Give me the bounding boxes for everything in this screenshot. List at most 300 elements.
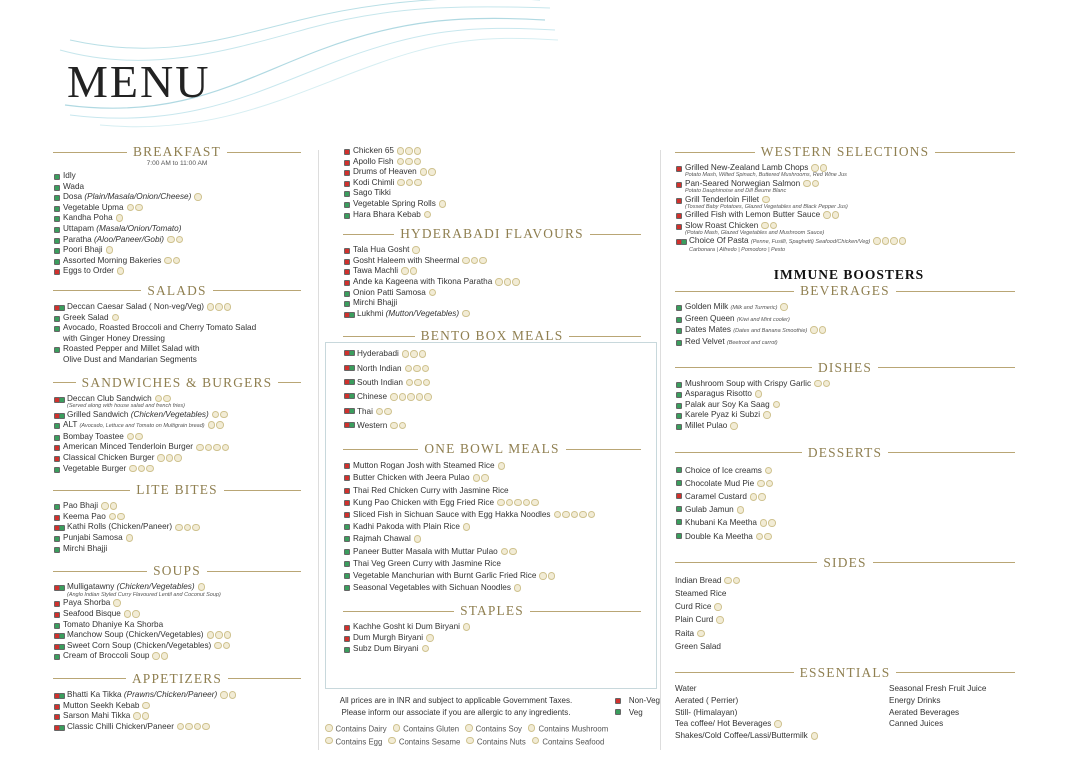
allergen-legend-item xyxy=(393,724,459,734)
allergen-icon xyxy=(774,720,782,728)
veg-icon xyxy=(349,408,355,414)
allergen-icons xyxy=(208,420,225,431)
allergen-icon xyxy=(473,474,481,482)
allergen-icon xyxy=(410,350,418,358)
veg-icon xyxy=(676,424,682,430)
allergen-icons xyxy=(405,362,431,376)
allergen-icons xyxy=(129,464,155,475)
allergen-icons xyxy=(175,522,201,533)
allergen-icon xyxy=(135,204,143,212)
column-2 xyxy=(343,146,641,654)
veg-icon xyxy=(344,585,350,591)
allergen-icons xyxy=(501,546,518,558)
allergen-icon xyxy=(757,480,765,488)
veg-icon xyxy=(59,633,65,639)
veg-icon xyxy=(54,547,60,553)
allergen-icon xyxy=(384,408,392,416)
veg-icon xyxy=(344,549,350,555)
soups-item xyxy=(53,609,301,620)
veg-icon xyxy=(54,347,60,353)
allergen-icon xyxy=(814,380,822,388)
staples-item xyxy=(343,644,641,655)
western-item-name: Grilled Fish with Lemon Butter Sauce xyxy=(685,210,821,220)
allergen-icons xyxy=(495,277,521,288)
sandwiches-item-detail: (Avocado, Lettuce and Tomato on Multigrain bread) xyxy=(79,423,205,430)
dishes-item xyxy=(675,410,1015,421)
bento-item xyxy=(343,390,641,404)
allergen-icon xyxy=(514,584,522,592)
essentials-item xyxy=(889,731,1009,742)
sandwiches-title: SANDWICHES & BURGERS xyxy=(81,374,273,390)
allergen-icons xyxy=(152,651,169,662)
bento-item-name: North Indian xyxy=(357,363,402,373)
breakfast-item-name: Vegetable Upma xyxy=(63,202,124,212)
allergen-icons xyxy=(463,521,472,533)
allergen-icons xyxy=(133,711,150,722)
dishes-item-name: Mushroom Soup with Crispy Garlic xyxy=(685,378,812,388)
bento-item xyxy=(343,362,641,376)
appetizers-item xyxy=(53,701,301,712)
nonveg-icon xyxy=(344,248,350,254)
breakfast-item-name: Dosa xyxy=(63,192,85,202)
allergen-icon xyxy=(422,645,430,653)
veg-icon xyxy=(54,326,60,332)
onebowl-item-name: Paneer Butter Masala with Muttar Pulao xyxy=(353,546,498,556)
allergen-icon xyxy=(207,303,215,311)
allergen-icon xyxy=(167,236,175,244)
allergen-icon xyxy=(214,642,222,650)
section-salads xyxy=(53,283,301,366)
veg-legend: Veg xyxy=(628,707,643,717)
soups-item-variant: (Chicken/Vegetables) xyxy=(116,582,195,592)
sandwiches-item-name: Grilled Sandwich xyxy=(67,409,131,419)
sides-item xyxy=(675,600,1015,613)
allergen-icon xyxy=(465,724,473,732)
allergen-icon xyxy=(899,237,907,245)
hyderabadi-item xyxy=(343,288,641,299)
breakfast-item-name: Paratha xyxy=(63,234,94,244)
allergen-icon xyxy=(127,204,135,212)
essentials-item: Canned Juices xyxy=(889,719,944,729)
appetizers-item xyxy=(53,722,301,733)
breakfast-item xyxy=(53,213,301,224)
western-title: WESTERN SELECTIONS xyxy=(760,144,930,159)
sides-list xyxy=(675,574,1015,653)
sides-item-name: Indian Bread xyxy=(675,575,722,585)
allergen-icon xyxy=(393,724,401,732)
sandwiches-item-variant: (Chicken/Vegetables) xyxy=(130,409,209,419)
salads-list xyxy=(53,302,301,366)
sides-item-name: Plain Curd xyxy=(675,615,714,625)
allergen-icon xyxy=(406,179,414,187)
section-beverages xyxy=(675,283,1015,348)
lite-item xyxy=(53,501,301,512)
allergen-icons xyxy=(422,644,431,655)
allergen-icons xyxy=(220,690,237,701)
essentials-item: Energy Drinks xyxy=(889,695,941,705)
western-item xyxy=(675,195,1015,211)
allergen-icon xyxy=(220,691,228,699)
allergen-icon xyxy=(410,267,418,275)
allergen-legend-item xyxy=(325,737,382,747)
desserts-item-name: Khubani Ka Meetha xyxy=(685,518,757,528)
sandwiches-item xyxy=(53,420,301,432)
nonveg-icon xyxy=(676,493,682,499)
allergen-icons xyxy=(157,453,183,464)
appetizers2-item xyxy=(343,157,641,168)
allergen-icons xyxy=(463,622,472,633)
allergen-icon xyxy=(157,454,165,462)
veg-icon xyxy=(54,467,60,473)
dishes-item xyxy=(675,400,1015,411)
appetizers2-item xyxy=(343,167,641,178)
hyderabadi-item-name: Lukhmi xyxy=(357,308,386,318)
nonveg-icon xyxy=(344,500,350,506)
allergen-icon xyxy=(155,395,163,403)
salads-item xyxy=(53,355,301,366)
section-desserts xyxy=(675,445,1015,543)
nonveg-icon xyxy=(676,198,682,204)
nonveg-icon xyxy=(54,714,60,720)
soups-item xyxy=(53,641,301,652)
allergen-icons xyxy=(780,302,789,313)
allergen-icon xyxy=(414,535,422,543)
veg-icon xyxy=(54,654,60,660)
lite-item xyxy=(53,522,301,533)
allergen-icon xyxy=(212,411,220,419)
appetizers2-item-name: Hara Bhara Kebab xyxy=(353,209,421,219)
sides-item-name: Steamed Rice xyxy=(675,588,727,598)
allergen-icon xyxy=(764,533,772,541)
western-item-name: Pan-Seared Norwegian Salmon xyxy=(685,178,801,188)
allergen-icon xyxy=(117,513,125,521)
essentials-item: Seasonal Fresh Fruit Juice xyxy=(889,683,987,693)
staples-title: STAPLES xyxy=(460,603,524,619)
section-sides xyxy=(675,555,1015,653)
allergen-icon xyxy=(407,393,415,401)
breakfast-item-name: Eggs to Order xyxy=(63,266,114,276)
section-soups xyxy=(53,563,301,662)
salads-item-name: Olive Dust and Mandarian Segments xyxy=(63,354,197,364)
lite-item xyxy=(53,544,301,555)
sandwiches-item-name: American Minced Tenderloin Burger xyxy=(63,442,194,452)
allergen-label: Contains Egg xyxy=(335,737,383,746)
allergen-icons xyxy=(554,509,597,521)
soups-header xyxy=(53,563,301,579)
allergen-icon xyxy=(773,401,781,409)
desserts-item xyxy=(675,477,1015,490)
soups-item xyxy=(53,582,301,598)
allergen-icon xyxy=(501,548,509,556)
salads-item xyxy=(53,344,301,355)
veg-icon xyxy=(676,328,682,334)
western-item xyxy=(675,210,1015,220)
soups-title: SOUPS xyxy=(153,563,201,579)
section-one-bowl xyxy=(343,441,641,594)
allergen-icons xyxy=(814,379,831,390)
allergen-icon xyxy=(523,499,531,507)
bento-item-name: Thai xyxy=(357,406,373,416)
salads-item-name: with Ginger Honey Dressing xyxy=(63,333,165,343)
onebowl-item xyxy=(343,582,641,594)
column-1 xyxy=(53,144,301,732)
soups-item xyxy=(53,598,301,609)
salads-header xyxy=(53,283,301,299)
appetizers-list xyxy=(53,690,301,732)
allergen-icon xyxy=(733,577,741,585)
veg-icon xyxy=(54,206,60,212)
breakfast-time: 7:00 AM to 11:00 AM xyxy=(146,160,208,167)
veg-icon xyxy=(59,585,65,591)
allergen-icons xyxy=(214,641,231,652)
allergen-icon xyxy=(101,502,109,510)
breakfast-item xyxy=(53,203,301,214)
veg-icon xyxy=(349,312,355,318)
allergen-icon xyxy=(399,393,407,401)
hyderabadi-item-name: Mirchi Bhajji xyxy=(353,298,398,308)
allergen-icon xyxy=(223,642,231,650)
allergen-icon xyxy=(873,237,881,245)
appetizers-item-name: Sarson Mahi Tikka xyxy=(63,711,131,721)
allergen-icon xyxy=(224,631,232,639)
allergen-icon xyxy=(532,737,540,745)
allergen-icon xyxy=(811,732,819,740)
onebowl-item-name: Vegetable Manchurian with Burnt Garlic Fried Rice xyxy=(353,570,537,580)
allergen-icon xyxy=(390,422,398,430)
allergen-icon xyxy=(765,467,773,475)
dishes-title: DISHES xyxy=(817,359,873,375)
allergen-label: Contains Gluten xyxy=(403,724,460,734)
section-lite-bites xyxy=(53,482,301,554)
desserts-title: DESSERTS xyxy=(807,444,883,460)
allergen-icon xyxy=(832,211,840,219)
sides-item xyxy=(675,640,1015,653)
allergen-icon xyxy=(588,511,596,519)
allergen-icons xyxy=(714,600,723,613)
allergen-icon xyxy=(424,211,432,219)
allergen-icon xyxy=(714,603,722,611)
soups-item-name: Sweet Corn Soup (Chicken/Vegetables) xyxy=(67,640,212,650)
allergen-icons xyxy=(462,309,471,320)
desserts-item-name: Gulab Jamun xyxy=(685,505,734,515)
allergen-icon xyxy=(730,422,738,430)
allergen-icon xyxy=(146,465,154,473)
allergen-icons xyxy=(127,203,144,214)
allergen-icon xyxy=(208,421,216,429)
onebowl-header xyxy=(343,441,641,457)
allergen-icons xyxy=(402,347,428,361)
sandwiches-item xyxy=(53,442,301,453)
beverages-item-name: Green Queen xyxy=(685,313,737,323)
soups-item-description: (Anglo Indian Styled Curry Flavoured Lentil and Coconut Soup) xyxy=(67,591,221,598)
veg-icon xyxy=(344,536,350,542)
allergen-icon xyxy=(414,147,422,155)
allergen-icon xyxy=(116,214,124,222)
nonveg-icon xyxy=(54,269,60,275)
appetizers-header xyxy=(53,671,301,687)
hyderabadi-item xyxy=(343,266,641,277)
lite-header xyxy=(53,482,301,498)
appetizers2-item xyxy=(343,199,641,210)
veg-icon xyxy=(676,382,682,388)
allergen-icon xyxy=(724,577,732,585)
column-3 xyxy=(675,144,1015,742)
allergen-icon xyxy=(426,634,434,642)
veg-icon xyxy=(676,480,682,486)
veg-icon xyxy=(54,259,60,265)
bento-item xyxy=(343,376,641,390)
essentials-item: Aerated ( Perrier) xyxy=(675,695,739,705)
allergen-icon xyxy=(737,506,745,514)
sides-title: SIDES xyxy=(823,554,867,570)
allergen-icons xyxy=(497,497,540,509)
allergen-icon xyxy=(397,158,405,166)
allergen-icon xyxy=(184,524,192,532)
appetizers-item xyxy=(53,690,301,701)
salads-item-name: Greek Salad xyxy=(63,312,109,322)
bento-title: BENTO BOX MEALS xyxy=(420,328,564,344)
allergen-icon xyxy=(161,652,169,660)
allergen-icon xyxy=(142,702,150,710)
desserts-item xyxy=(675,516,1015,529)
allergen-icons xyxy=(724,574,741,587)
appetizers2-item-name: Apollo Fish xyxy=(353,156,394,166)
appetizers2-item xyxy=(343,146,641,157)
staples-item xyxy=(343,633,641,644)
allergen-icon xyxy=(512,278,520,286)
sides-item xyxy=(675,587,1015,600)
sandwiches-item-name: ALT xyxy=(63,420,80,430)
allergen-legend xyxy=(325,724,660,746)
dishes-list xyxy=(675,379,1015,432)
allergen-icons xyxy=(177,722,211,733)
staples-item-name: Subz Dum Biryani xyxy=(353,643,419,653)
allergen-icon xyxy=(110,502,118,510)
allergen-icons xyxy=(716,613,725,626)
allergen-icon xyxy=(554,511,562,519)
veg-icon xyxy=(676,317,682,323)
allergen-icons xyxy=(757,477,774,490)
allergen-icons xyxy=(116,213,125,224)
allergen-icon xyxy=(424,393,432,401)
allergen-icons xyxy=(164,256,181,267)
nonveg-icon xyxy=(344,512,350,518)
veg-icon xyxy=(676,467,682,473)
sandwiches-item xyxy=(53,410,301,421)
allergen-icons xyxy=(750,490,767,503)
allergen-icon xyxy=(405,147,413,155)
bento-item-name: South Indian xyxy=(357,377,403,387)
onebowl-item xyxy=(343,472,641,484)
allergen-icon xyxy=(202,723,210,731)
soups-item xyxy=(53,651,301,662)
allergen-legend-item xyxy=(532,737,605,747)
allergen-icon xyxy=(213,444,221,452)
allergen-icon xyxy=(766,480,774,488)
allergen-label: Contains Dairy xyxy=(335,724,387,734)
veg-icon xyxy=(676,533,682,539)
western-item-description: (Tossed Baby Potatoes, Glazed Vegetables and Black Pepper Jus) xyxy=(685,203,848,210)
essentials-title: ESSENTIALS xyxy=(799,664,891,680)
lite-item-name: Keema Pao xyxy=(63,511,106,521)
allergen-legend-item xyxy=(325,724,387,734)
allergen-icons xyxy=(390,390,433,404)
sandwiches-header xyxy=(53,375,301,391)
allergen-icons xyxy=(803,179,820,189)
allergen-icon xyxy=(495,278,503,286)
bento-item xyxy=(343,347,641,361)
dishes-item-name: Palak aur Soy Ka Saag xyxy=(685,399,770,409)
beverages-item-name: Red Velvet xyxy=(685,336,727,346)
veg-icon xyxy=(344,202,350,208)
allergen-icons xyxy=(760,516,777,529)
section-dishes xyxy=(675,360,1015,432)
allergen-icon xyxy=(506,499,514,507)
bento-list xyxy=(343,347,641,433)
nonveg-icon xyxy=(676,224,682,230)
sides-item-name: Raita xyxy=(675,628,695,638)
desserts-item xyxy=(675,490,1015,503)
section-western xyxy=(675,144,1015,253)
appetizers2-item xyxy=(343,188,641,199)
dishes-item xyxy=(675,379,1015,390)
veg-icon xyxy=(54,504,60,510)
allergen-icon xyxy=(205,444,213,452)
allergen-icon xyxy=(697,630,705,638)
allergen-icon xyxy=(133,712,141,720)
western-item-name: Grill Tenderloin Fillet xyxy=(685,194,760,204)
essentials-item: Water xyxy=(675,683,697,693)
allergen-icons xyxy=(429,288,438,299)
essentials-item: Aerated Beverages xyxy=(889,707,960,717)
veg-icon xyxy=(54,435,60,441)
allergen-icon xyxy=(124,610,132,618)
bento-item-name: Hyderabadi xyxy=(357,349,399,359)
allergen-icon xyxy=(416,393,424,401)
beverages-item-detail: (Dates and Banana Smoothie) xyxy=(733,328,808,335)
salads-item xyxy=(53,323,301,334)
allergen-icons xyxy=(539,570,556,582)
allergen-legend-item xyxy=(465,724,522,734)
salads-item-name: Avocado, Roasted Broccoli and Cherry Tomato Salad xyxy=(63,323,257,333)
salads-item-name: Roasted Pepper and Millet Salad with xyxy=(63,344,200,354)
veg-icon xyxy=(54,316,60,322)
footer xyxy=(325,695,660,746)
allergen-icon xyxy=(390,393,398,401)
allergen-icon xyxy=(129,465,137,473)
allergen-icons xyxy=(112,313,121,324)
breakfast-item-name: Uttapam xyxy=(63,223,97,233)
dishes-item-name: Karele Pyaz ki Subzi xyxy=(685,410,761,420)
hyderabadi-item xyxy=(343,256,641,267)
desserts-list xyxy=(675,464,1015,543)
sandwiches-list xyxy=(53,394,301,475)
western-header xyxy=(675,144,1015,160)
allergen-icons xyxy=(142,701,151,712)
allergen-icon xyxy=(192,524,200,532)
dishes-header xyxy=(675,360,1015,376)
page-title: MENU xyxy=(67,56,211,107)
allergen-icon xyxy=(758,493,766,501)
allergen-icon xyxy=(420,168,428,176)
nonveg-icon xyxy=(344,269,350,275)
allergen-icon xyxy=(768,519,776,527)
western-item-name: Choice Of Pasta xyxy=(689,236,751,246)
onebowl-item xyxy=(343,460,641,472)
allergen-icon xyxy=(175,524,183,532)
soups-item-name: Paya Shorba xyxy=(63,598,111,608)
allergen-icons xyxy=(124,609,141,620)
